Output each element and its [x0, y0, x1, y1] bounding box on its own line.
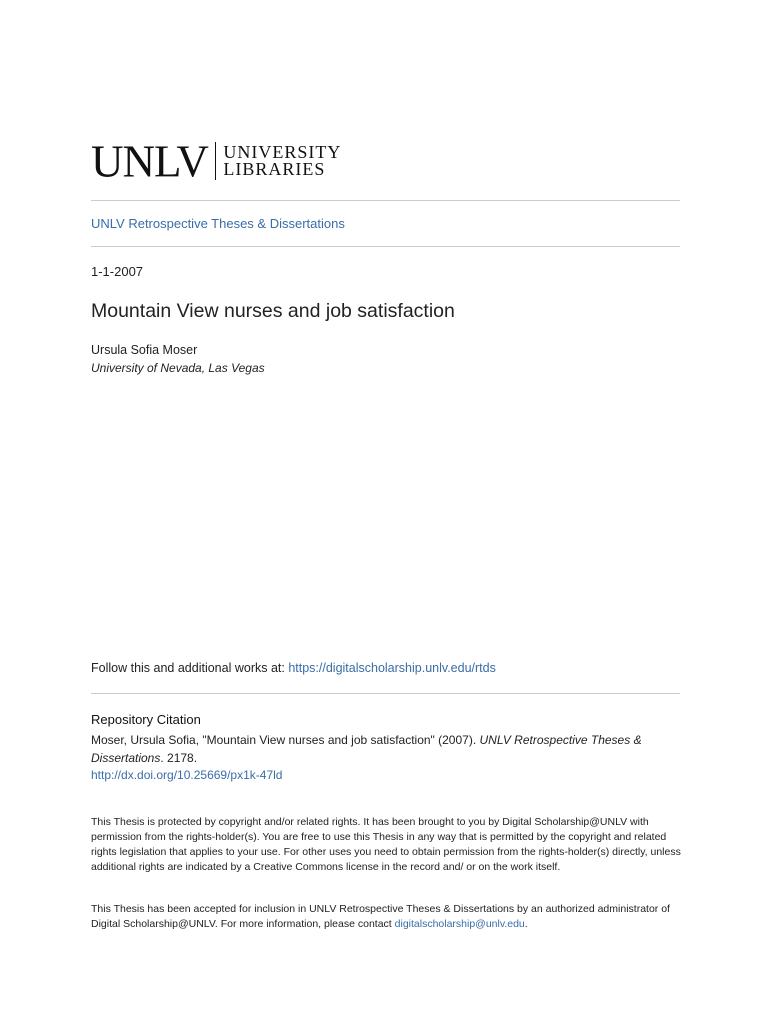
citation-doi-link[interactable]: http://dx.doi.org/10.25669/px1k-47ld — [91, 768, 283, 782]
citation-heading: Repository Citation — [91, 712, 201, 727]
acceptance-text: This Thesis has been accepted for inclusion in UNLV Retrospective Theses & Dissertations by an authorized administrator of Digital Scholarship@UNLV. For more information, please contact — [91, 903, 670, 930]
publication-date: 1-1-2007 — [91, 264, 144, 279]
unlv-libraries-logo — [91, 134, 342, 186]
logo-line-libraries: LIBRARIES — [223, 159, 326, 179]
citation-number: . 2178. — [160, 750, 198, 765]
citation-plain: Moser, Ursula Sofia, "Mountain View nurses and job satisfaction" (2007). — [91, 733, 480, 747]
divider-citation — [91, 693, 680, 694]
acceptance-statement — [91, 902, 681, 932]
contact-email-link[interactable]: digitalscholarship@unlv.edu — [394, 918, 525, 930]
logo-subtitle — [223, 144, 341, 178]
logo-divider — [215, 142, 217, 180]
logo-wordmark: UNLV — [91, 134, 208, 186]
citation-text — [91, 732, 680, 785]
author-affiliation: University of Nevada, Las Vegas — [91, 361, 265, 375]
citation-series: UNLV Retrospective Theses & Dissertations — [91, 733, 642, 765]
follow-prefix: Follow this and additional works at: — [91, 661, 289, 675]
logo-line-university: UNIVERSITY — [223, 142, 342, 162]
acceptance-end: . — [524, 918, 528, 930]
series-link[interactable]: UNLV Retrospective Theses & Dissertations — [91, 216, 345, 231]
document-title: Mountain View nurses and job satisfaction — [91, 300, 455, 322]
follow-link[interactable]: https://digitalscholarship.unlv.edu/rtds — [288, 661, 496, 675]
divider-top — [91, 200, 680, 201]
follow-line — [91, 661, 496, 675]
rights-statement: This Thesis is protected by copyright and/or related rights. It has been brought to you by Digital Scholarship@UNLV with permission from the rights-holder(s). You are free to use this Thesis in any way that is permitted by the copyright and related rights legislation that applies to your use. For other uses you need to obtain permission from the rights-holder(s) directly, unless additional rights are indicated by a Creative Commons license in the record and/ or on the work itself. — [91, 816, 681, 873]
divider-series — [91, 246, 680, 247]
author-name: Ursula Sofia Moser — [91, 343, 198, 357]
